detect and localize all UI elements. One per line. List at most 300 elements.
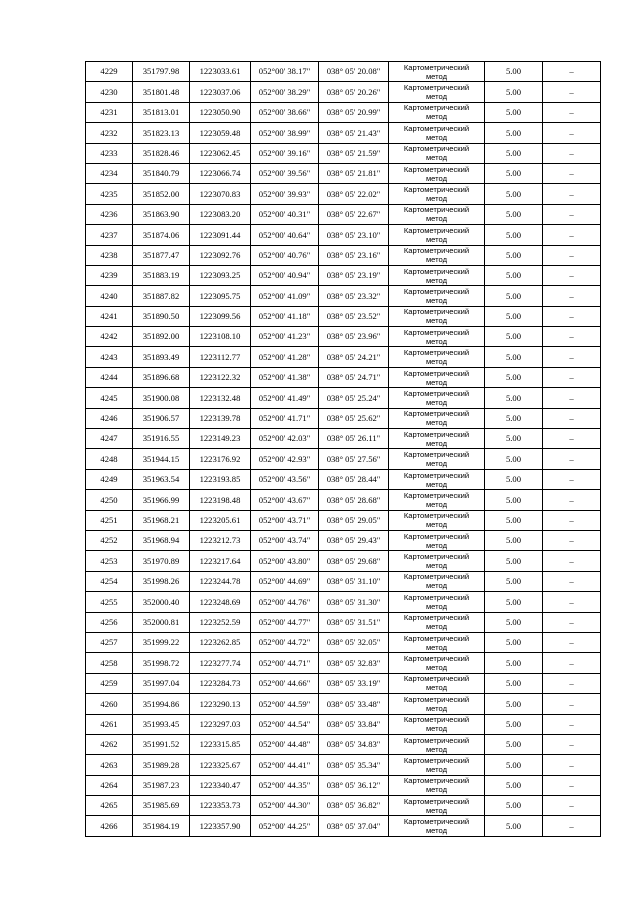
method-line2: метод <box>425 275 448 285</box>
x-coordinate-cell: 351968.21 <box>133 510 190 530</box>
method-line2: метод <box>425 234 448 244</box>
accuracy-cell: 5.00 <box>485 592 543 612</box>
coordinates-table <box>85 61 601 837</box>
method-line2: метод <box>425 316 448 326</box>
method-line1: Картометрический <box>403 429 470 439</box>
y-coordinate-cell: 1223139.78 <box>190 408 251 428</box>
x-coordinate-cell: 351893.49 <box>133 347 190 367</box>
description-cell: – <box>543 673 601 693</box>
method-cell <box>389 612 485 632</box>
latitude-cell: 052°00' 40.31" <box>251 204 319 224</box>
method-line2: метод <box>425 540 448 550</box>
latitude-cell: 052°00' 44.41" <box>251 755 319 775</box>
point-number-cell: 4237 <box>86 225 133 245</box>
y-coordinate-cell: 1223091.44 <box>190 225 251 245</box>
table-row <box>86 184 601 204</box>
description-cell: – <box>543 123 601 143</box>
method-line1: Картометрический <box>403 368 470 378</box>
y-coordinate-cell: 1223093.25 <box>190 265 251 285</box>
longitude-cell: 038° 05' 29.43" <box>319 530 389 550</box>
x-coordinate-cell: 351823.13 <box>133 123 190 143</box>
accuracy-cell: 5.00 <box>485 123 543 143</box>
method-line2: метод <box>425 499 448 509</box>
longitude-cell: 038° 05' 26.11" <box>319 429 389 449</box>
y-coordinate-cell: 1223037.06 <box>190 82 251 102</box>
x-coordinate-cell: 351985.69 <box>133 796 190 816</box>
description-cell: – <box>543 408 601 428</box>
accuracy-cell: 5.00 <box>485 204 543 224</box>
table-row <box>86 123 601 143</box>
longitude-cell: 038° 05' 37.04" <box>319 816 389 836</box>
method-line2: метод <box>425 173 448 183</box>
longitude-cell: 038° 05' 20.26" <box>319 82 389 102</box>
accuracy-cell: 5.00 <box>485 306 543 326</box>
method-line2: метод <box>425 357 448 367</box>
method-line2: метод <box>425 459 448 469</box>
method-line2: метод <box>425 826 448 836</box>
method-line2: метод <box>425 764 448 774</box>
y-coordinate-cell: 1223066.74 <box>190 163 251 183</box>
point-number-cell: 4229 <box>86 62 133 82</box>
table-row <box>86 306 601 326</box>
method-line2: метод <box>425 132 448 142</box>
accuracy-cell: 5.00 <box>485 530 543 550</box>
latitude-cell: 052°00' 39.56" <box>251 163 319 183</box>
description-cell: – <box>543 265 601 285</box>
x-coordinate-cell: 351994.86 <box>133 694 190 714</box>
accuracy-cell: 5.00 <box>485 367 543 387</box>
method-cell <box>389 510 485 530</box>
x-coordinate-cell: 351852.00 <box>133 184 190 204</box>
y-coordinate-cell: 1223205.61 <box>190 510 251 530</box>
accuracy-cell: 5.00 <box>485 429 543 449</box>
description-cell: – <box>543 775 601 795</box>
table-row <box>86 612 601 632</box>
point-number-cell: 4259 <box>86 673 133 693</box>
point-number-cell: 4251 <box>86 510 133 530</box>
table-row <box>86 551 601 571</box>
method-line1: Картометрический <box>403 388 470 398</box>
method-line1: Картометрический <box>403 409 470 419</box>
method-line1: Картометрический <box>403 552 470 562</box>
description-cell: – <box>543 163 601 183</box>
y-coordinate-cell: 1223325.67 <box>190 755 251 775</box>
accuracy-cell: 5.00 <box>485 62 543 82</box>
y-coordinate-cell: 1223083.20 <box>190 204 251 224</box>
latitude-cell: 052°00' 43.71" <box>251 510 319 530</box>
table-row <box>86 694 601 714</box>
method-line1: Картометрический <box>403 796 470 806</box>
latitude-cell: 052°00' 43.74" <box>251 530 319 550</box>
latitude-cell: 052°00' 40.64" <box>251 225 319 245</box>
latitude-cell: 052°00' 44.54" <box>251 714 319 734</box>
y-coordinate-cell: 1223099.56 <box>190 306 251 326</box>
table-row <box>86 347 601 367</box>
accuracy-cell: 5.00 <box>485 571 543 591</box>
y-coordinate-cell: 1223297.03 <box>190 714 251 734</box>
longitude-cell: 038° 05' 23.10" <box>319 225 389 245</box>
description-cell: – <box>543 469 601 489</box>
y-coordinate-cell: 1223092.76 <box>190 245 251 265</box>
accuracy-cell: 5.00 <box>485 327 543 347</box>
longitude-cell: 038° 05' 25.62" <box>319 408 389 428</box>
method-cell <box>389 449 485 469</box>
table-row <box>86 449 601 469</box>
table-row <box>86 286 601 306</box>
table-row <box>86 775 601 795</box>
method-line1: Картометрический <box>403 185 470 195</box>
table-row <box>86 653 601 673</box>
method-line1: Картометрический <box>403 266 470 276</box>
latitude-cell: 052°00' 41.28" <box>251 347 319 367</box>
method-line1: Картометрический <box>403 307 470 317</box>
method-line1: Картометрический <box>403 327 470 337</box>
x-coordinate-cell: 351997.04 <box>133 673 190 693</box>
accuracy-cell: 5.00 <box>485 673 543 693</box>
method-cell <box>389 734 485 754</box>
latitude-cell: 052°00' 44.25" <box>251 816 319 836</box>
latitude-cell: 052°00' 44.66" <box>251 673 319 693</box>
y-coordinate-cell: 1223357.90 <box>190 816 251 836</box>
method-line1: Картометрический <box>403 572 470 582</box>
accuracy-cell: 5.00 <box>485 816 543 836</box>
table-row <box>86 734 601 754</box>
table-row <box>86 265 601 285</box>
method-line1: Картометрический <box>403 755 470 765</box>
accuracy-cell: 5.00 <box>485 551 543 571</box>
accuracy-cell: 5.00 <box>485 694 543 714</box>
x-coordinate-cell: 351883.19 <box>133 265 190 285</box>
latitude-cell: 052°00' 40.76" <box>251 245 319 265</box>
table-row <box>86 530 601 550</box>
method-cell <box>389 123 485 143</box>
accuracy-cell: 5.00 <box>485 714 543 734</box>
latitude-cell: 052°00' 42.03" <box>251 429 319 449</box>
method-line1: Картометрический <box>403 715 470 725</box>
method-cell <box>389 632 485 652</box>
method-line1: Картометрический <box>403 225 470 235</box>
point-number-cell: 4266 <box>86 816 133 836</box>
method-cell <box>389 184 485 204</box>
method-cell <box>389 796 485 816</box>
y-coordinate-cell: 1223217.64 <box>190 551 251 571</box>
x-coordinate-cell: 351966.99 <box>133 490 190 510</box>
method-line1: Картометрический <box>403 776 470 786</box>
table-row <box>86 632 601 652</box>
x-coordinate-cell: 351863.90 <box>133 204 190 224</box>
accuracy-cell: 5.00 <box>485 245 543 265</box>
method-cell <box>389 225 485 245</box>
method-cell <box>389 775 485 795</box>
x-coordinate-cell: 351890.50 <box>133 306 190 326</box>
description-cell: – <box>543 612 601 632</box>
description-cell: – <box>543 490 601 510</box>
latitude-cell: 052°00' 38.29" <box>251 82 319 102</box>
table-row <box>86 408 601 428</box>
longitude-cell: 038° 05' 23.52" <box>319 306 389 326</box>
x-coordinate-cell: 351968.94 <box>133 530 190 550</box>
method-line2: метод <box>425 785 448 795</box>
longitude-cell: 038° 05' 28.68" <box>319 490 389 510</box>
x-coordinate-cell: 351887.82 <box>133 286 190 306</box>
y-coordinate-cell: 1223059.48 <box>190 123 251 143</box>
longitude-cell: 038° 05' 29.68" <box>319 551 389 571</box>
description-cell: – <box>543 286 601 306</box>
x-coordinate-cell: 351896.68 <box>133 367 190 387</box>
table-row <box>86 367 601 387</box>
method-cell <box>389 327 485 347</box>
x-coordinate-cell: 351963.54 <box>133 469 190 489</box>
method-line2: метод <box>425 214 448 224</box>
method-cell <box>389 143 485 163</box>
method-cell <box>389 286 485 306</box>
accuracy-cell: 5.00 <box>485 102 543 122</box>
method-line1: Картометрический <box>403 817 470 827</box>
point-number-cell: 4262 <box>86 734 133 754</box>
description-cell: – <box>543 388 601 408</box>
method-cell <box>389 755 485 775</box>
description-cell: – <box>543 796 601 816</box>
method-line1: Картометрический <box>403 633 470 643</box>
method-cell <box>389 388 485 408</box>
longitude-cell: 038° 05' 22.02" <box>319 184 389 204</box>
latitude-cell: 052°00' 41.18" <box>251 306 319 326</box>
method-line2: метод <box>425 642 448 652</box>
point-number-cell: 4243 <box>86 347 133 367</box>
latitude-cell: 052°00' 44.30" <box>251 796 319 816</box>
method-line2: метод <box>425 703 448 713</box>
longitude-cell: 038° 05' 23.19" <box>319 265 389 285</box>
method-cell <box>389 530 485 550</box>
method-cell <box>389 102 485 122</box>
method-line2: метод <box>425 194 448 204</box>
table-body <box>86 62 601 837</box>
method-line2: метод <box>425 622 448 632</box>
accuracy-cell: 5.00 <box>485 490 543 510</box>
y-coordinate-cell: 1223353.73 <box>190 796 251 816</box>
y-coordinate-cell: 1223248.69 <box>190 592 251 612</box>
method-line1: Картометрический <box>403 694 470 704</box>
description-cell: – <box>543 816 601 836</box>
method-line1: Картометрический <box>403 123 470 133</box>
latitude-cell: 052°00' 39.16" <box>251 143 319 163</box>
y-coordinate-cell: 1223212.73 <box>190 530 251 550</box>
description-cell: – <box>543 306 601 326</box>
method-line2: метод <box>425 153 448 163</box>
latitude-cell: 052°00' 40.94" <box>251 265 319 285</box>
latitude-cell: 052°00' 43.80" <box>251 551 319 571</box>
x-coordinate-cell: 351906.57 <box>133 408 190 428</box>
description-cell: – <box>543 102 601 122</box>
latitude-cell: 052°00' 38.99" <box>251 123 319 143</box>
latitude-cell: 052°00' 41.38" <box>251 367 319 387</box>
longitude-cell: 038° 05' 21.59" <box>319 143 389 163</box>
description-cell: – <box>543 592 601 612</box>
x-coordinate-cell: 351813.01 <box>133 102 190 122</box>
point-number-cell: 4254 <box>86 571 133 591</box>
x-coordinate-cell: 351801.48 <box>133 82 190 102</box>
accuracy-cell: 5.00 <box>485 632 543 652</box>
method-cell <box>389 306 485 326</box>
table-row <box>86 163 601 183</box>
method-cell <box>389 551 485 571</box>
table-row <box>86 469 601 489</box>
description-cell: – <box>543 143 601 163</box>
method-line1: Картометрический <box>403 592 470 602</box>
method-line1: Картометрический <box>403 286 470 296</box>
method-line2: метод <box>425 561 448 571</box>
y-coordinate-cell: 1223112.77 <box>190 347 251 367</box>
point-number-cell: 4253 <box>86 551 133 571</box>
point-number-cell: 4248 <box>86 449 133 469</box>
description-cell: – <box>543 429 601 449</box>
accuracy-cell: 5.00 <box>485 653 543 673</box>
y-coordinate-cell: 1223290.13 <box>190 694 251 714</box>
y-coordinate-cell: 1223108.10 <box>190 327 251 347</box>
longitude-cell: 038° 05' 33.19" <box>319 673 389 693</box>
x-coordinate-cell: 351828.46 <box>133 143 190 163</box>
latitude-cell: 052°00' 44.77" <box>251 612 319 632</box>
method-line1: Картометрический <box>403 62 470 72</box>
table-row <box>86 245 601 265</box>
method-cell <box>389 429 485 449</box>
description-cell: – <box>543 571 601 591</box>
method-line2: метод <box>425 418 448 428</box>
table-row <box>86 102 601 122</box>
method-line1: Картометрический <box>403 490 470 500</box>
x-coordinate-cell: 351984.19 <box>133 816 190 836</box>
latitude-cell: 052°00' 44.69" <box>251 571 319 591</box>
method-cell <box>389 163 485 183</box>
method-line2: метод <box>425 601 448 611</box>
method-line2: метод <box>425 377 448 387</box>
description-cell: – <box>543 632 601 652</box>
x-coordinate-cell: 351998.72 <box>133 653 190 673</box>
accuracy-cell: 5.00 <box>485 184 543 204</box>
y-coordinate-cell: 1223277.74 <box>190 653 251 673</box>
point-number-cell: 4261 <box>86 714 133 734</box>
table-row <box>86 592 601 612</box>
method-line2: метод <box>425 336 448 346</box>
method-line1: Картометрический <box>403 164 470 174</box>
longitude-cell: 038° 05' 28.44" <box>319 469 389 489</box>
method-line2: метод <box>425 479 448 489</box>
latitude-cell: 052°00' 44.35" <box>251 775 319 795</box>
description-cell: – <box>543 327 601 347</box>
longitude-cell: 038° 05' 23.32" <box>319 286 389 306</box>
point-number-cell: 4236 <box>86 204 133 224</box>
y-coordinate-cell: 1223149.23 <box>190 429 251 449</box>
latitude-cell: 052°00' 42.93" <box>251 449 319 469</box>
point-number-cell: 4264 <box>86 775 133 795</box>
description-cell: – <box>543 204 601 224</box>
table-row <box>86 796 601 816</box>
accuracy-cell: 5.00 <box>485 449 543 469</box>
description-cell: – <box>543 755 601 775</box>
longitude-cell: 038° 05' 22.67" <box>319 204 389 224</box>
longitude-cell: 038° 05' 31.10" <box>319 571 389 591</box>
longitude-cell: 038° 05' 29.05" <box>319 510 389 530</box>
accuracy-cell: 5.00 <box>485 775 543 795</box>
point-number-cell: 4231 <box>86 102 133 122</box>
point-number-cell: 4240 <box>86 286 133 306</box>
method-cell <box>389 571 485 591</box>
longitude-cell: 038° 05' 21.43" <box>319 123 389 143</box>
x-coordinate-cell: 351916.55 <box>133 429 190 449</box>
x-coordinate-cell: 351991.52 <box>133 734 190 754</box>
y-coordinate-cell: 1223198.48 <box>190 490 251 510</box>
accuracy-cell: 5.00 <box>485 143 543 163</box>
y-coordinate-cell: 1223095.75 <box>190 286 251 306</box>
point-number-cell: 4235 <box>86 184 133 204</box>
description-cell: – <box>543 551 601 571</box>
latitude-cell: 052°00' 43.67" <box>251 490 319 510</box>
method-line1: Картометрический <box>403 654 470 664</box>
method-line1: Картометрический <box>403 246 470 256</box>
x-coordinate-cell: 351874.06 <box>133 225 190 245</box>
accuracy-cell: 5.00 <box>485 734 543 754</box>
y-coordinate-cell: 1223070.83 <box>190 184 251 204</box>
method-cell <box>389 204 485 224</box>
point-number-cell: 4256 <box>86 612 133 632</box>
method-line1: Картометрический <box>403 613 470 623</box>
table-row <box>86 327 601 347</box>
x-coordinate-cell: 351877.47 <box>133 245 190 265</box>
longitude-cell: 038° 05' 36.82" <box>319 796 389 816</box>
method-line2: метод <box>425 438 448 448</box>
y-coordinate-cell: 1223132.48 <box>190 388 251 408</box>
point-number-cell: 4234 <box>86 163 133 183</box>
point-number-cell: 4238 <box>86 245 133 265</box>
longitude-cell: 038° 05' 24.71" <box>319 367 389 387</box>
method-cell <box>389 408 485 428</box>
description-cell: – <box>543 347 601 367</box>
accuracy-cell: 5.00 <box>485 755 543 775</box>
y-coordinate-cell: 1223122.32 <box>190 367 251 387</box>
method-line2: метод <box>425 295 448 305</box>
description-cell: – <box>543 510 601 530</box>
y-coordinate-cell: 1223033.61 <box>190 62 251 82</box>
y-coordinate-cell: 1223340.47 <box>190 775 251 795</box>
method-cell <box>389 714 485 734</box>
accuracy-cell: 5.00 <box>485 510 543 530</box>
latitude-cell: 052°00' 44.48" <box>251 734 319 754</box>
x-coordinate-cell: 351900.08 <box>133 388 190 408</box>
y-coordinate-cell: 1223284.73 <box>190 673 251 693</box>
method-line2: метод <box>425 92 448 102</box>
point-number-cell: 4242 <box>86 327 133 347</box>
table-row <box>86 571 601 591</box>
table-row <box>86 429 601 449</box>
longitude-cell: 038° 05' 25.24" <box>319 388 389 408</box>
description-cell: – <box>543 225 601 245</box>
table-row <box>86 82 601 102</box>
point-number-cell: 4250 <box>86 490 133 510</box>
x-coordinate-cell: 351999.22 <box>133 632 190 652</box>
point-number-cell: 4252 <box>86 530 133 550</box>
x-coordinate-cell: 351797.98 <box>133 62 190 82</box>
accuracy-cell: 5.00 <box>485 286 543 306</box>
point-number-cell: 4249 <box>86 469 133 489</box>
longitude-cell: 038° 05' 23.16" <box>319 245 389 265</box>
x-coordinate-cell: 351840.79 <box>133 163 190 183</box>
method-line1: Картометрический <box>403 470 470 480</box>
longitude-cell: 038° 05' 31.30" <box>319 592 389 612</box>
method-line1: Картометрический <box>403 144 470 154</box>
latitude-cell: 052°00' 41.23" <box>251 327 319 347</box>
point-number-cell: 4247 <box>86 429 133 449</box>
latitude-cell: 052°00' 43.56" <box>251 469 319 489</box>
